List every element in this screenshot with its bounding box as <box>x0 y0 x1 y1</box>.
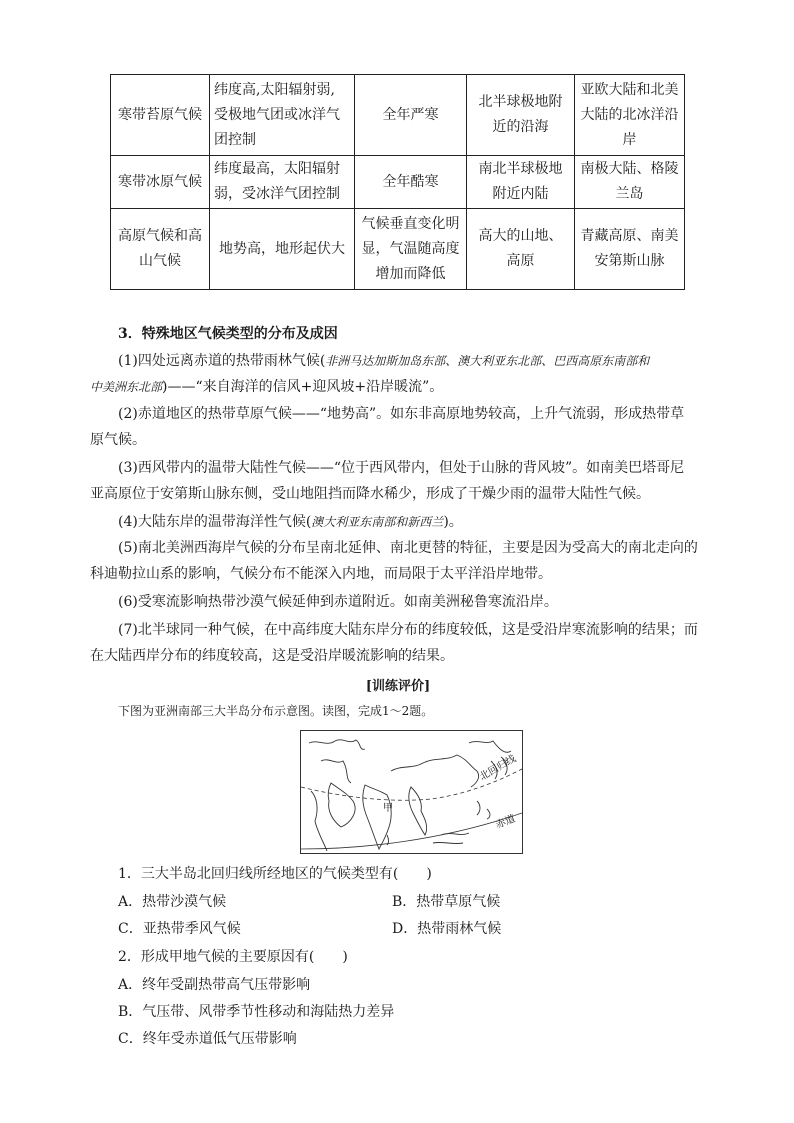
location-jia-label: 甲 <box>383 803 393 814</box>
region-cell: 南极大陆、格陵 兰岛 <box>575 156 685 209</box>
indian-peninsula <box>363 785 391 849</box>
question-2-option-c[interactable]: C．终年受赤道低气压带影响 <box>118 1031 297 1047</box>
table-row <box>111 156 685 209</box>
paragraph-7: (7)北半球同一种气候，在中高纬度大陆东岸分布的纬度较低，这是受沿岸寒流影响的结果；而 <box>118 622 698 638</box>
climate-table <box>110 74 685 290</box>
africa-coast <box>311 791 327 851</box>
feature-cell: 气候垂直变化明 显，气温随高度 增加而降低 <box>355 209 467 290</box>
indochina-peninsula <box>409 787 427 835</box>
question-1-option-c[interactable]: C．亚热带季风气候 <box>118 921 241 937</box>
map-drawing <box>301 731 522 853</box>
question-1-option-d[interactable]: D．热带雨林气候 <box>392 921 502 937</box>
table-row <box>111 75 685 156</box>
distribution-cell: 南北半球极地 附近内陆 <box>467 156 575 209</box>
philippine-islands <box>477 801 480 815</box>
paragraph-1-cont: 中美洲东北部)——“来自海洋的信风+迎风坡+沿岸暖流”。 <box>90 379 444 395</box>
question-2-stem: 2．形成甲地气候的主要原因有( ) <box>118 949 348 965</box>
paragraph-2-cont: 原气候。 <box>90 432 146 448</box>
paragraph-3: (3)西风带内的温带大陆性气候——“位于西风带内，但处于山脉的背风坡”。如南美巴塔哥尼 <box>118 460 685 476</box>
arabian-peninsula <box>328 783 355 827</box>
training-intro: 下图为亚洲南部三大半岛分布示意图。读图，完成1～2题。 <box>118 704 434 718</box>
paragraph-3-cont: 亚高原位于安第斯山脉东侧，受山地阻挡而降水稀少，形成了干燥少雨的温带大陆性气候。 <box>90 486 650 502</box>
paragraph-6: (6)受寒流影响热带沙漠气候延伸到赤道附近。如南美洲秘鲁寒流沿岸。 <box>118 594 558 610</box>
section-heading: 3．特殊地区气候类型的分布及成因 <box>118 326 338 342</box>
climate-type-cell: 高原气候和高 山气候 <box>111 209 210 290</box>
cause-cell: 纬度高,太阳辐射弱, 受极地气团或冰洋气 团控制 <box>210 75 355 156</box>
question-1-option-b[interactable]: B．热带草原气候 <box>392 894 501 910</box>
region-cell: 亚欧大陆和北美 大陆的北冰洋沿 岸 <box>575 75 685 156</box>
training-title: [训练评价] <box>365 679 431 694</box>
paragraph-7-cont: 在大陆西岸分布的纬度较高，这是受沿岸暖流影响的结果。 <box>90 648 454 664</box>
region-cell: 青藏高原、南美 安第斯山脉 <box>575 209 685 290</box>
coastline <box>309 740 365 749</box>
coastline <box>469 741 511 752</box>
tropic-label: 北回归线 <box>477 753 519 783</box>
question-2-option-a[interactable]: A．终年受副热带高气压带影响 <box>118 977 311 993</box>
coastline <box>321 760 351 783</box>
feature-cell: 全年严寒 <box>355 75 467 156</box>
feature-cell: 全年酷寒 <box>355 156 467 209</box>
paragraph-2: (2)赤道地区的热带草原气候——“地势高”。如东非高原地势较高，上升气流弱，形成热带草 <box>118 406 685 422</box>
paragraph-5-cont: 科迪勒拉山系的影响，气候分布不能深入内地，而局限于太平洋沿岸地带。 <box>90 566 552 582</box>
coastline <box>391 755 479 787</box>
equator-label: 赤道 <box>494 813 518 832</box>
table-row <box>111 209 685 290</box>
climate-type-cell: 寒带苔原气候 <box>111 75 210 156</box>
distribution-cell: 高大的山地、 高原 <box>467 209 575 290</box>
equator-line <box>301 813 522 849</box>
philippine-islands <box>487 809 490 819</box>
distribution-cell: 北半球极地附 近的沿海 <box>467 75 575 156</box>
question-2-option-b[interactable]: B．气压带、风带季节性移动和海陆热力差异 <box>118 1004 395 1020</box>
question-1-option-a[interactable]: A．热带沙漠气候 <box>118 894 227 910</box>
paragraph-4: (4)大陆东岸的温带海洋性气候(澳大利亚东南部和新西兰)。 <box>118 514 463 530</box>
question-1-stem: 1．三大半岛北回归线所经地区的气候类型有( ) <box>118 866 432 882</box>
cause-cell: 纬度最高，太阳辐射 弱，受冰洋气团控制 <box>210 156 355 209</box>
cause-cell: 地势高，地形起伏大 <box>210 209 355 290</box>
climate-type-cell: 寒带冰原气候 <box>111 156 210 209</box>
paragraph-1: (1)四处远离赤道的热带雨林气候(非洲马达加斯加岛东部、澳大利亚东北部、巴西高原东南部和 <box>118 353 650 369</box>
island-coast <box>433 842 463 843</box>
paragraph-5: (5)南北美洲西海岸气候的分布呈南北延伸、南北更替的特征，主要是因为受高大的南北走向的 <box>118 540 698 556</box>
asia-peninsula-map <box>300 730 523 854</box>
